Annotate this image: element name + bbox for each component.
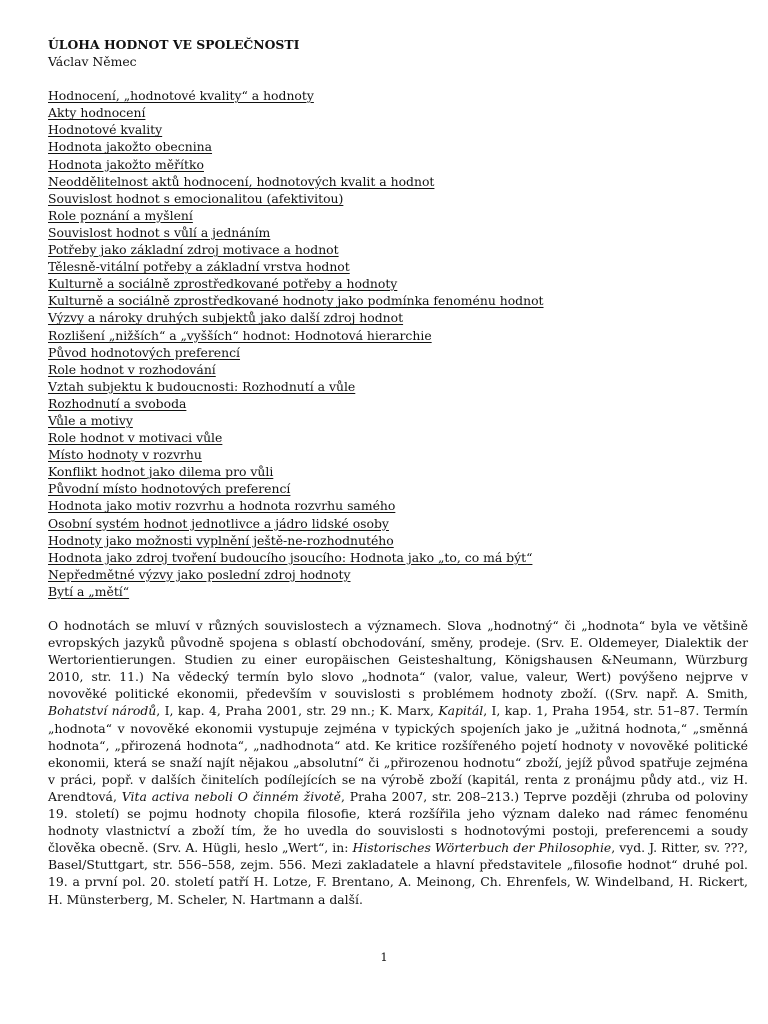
toc-item [48, 207, 748, 224]
toc-item [48, 583, 748, 600]
toc-item [48, 412, 748, 429]
toc-item [48, 532, 748, 549]
toc-item [48, 173, 748, 190]
toc-link[interactable]: Souvislost hodnot s emocionalitou (afektivitou) [48, 190, 344, 206]
text-run: , Praha 2007, str. 208–213.) Teprve později (zhruba od poloviny 19. století) se pojmu hodnoty chopila filosofie, která rozšířila jeho význam daleko nad rámec fenoménu hodnoty vlastnictví a zboží tím, že ho uvedla do souvislosti s hodnotovými postoji, preferencemi a soudy člověka obecně. (Srv. A. Hügli, heslo „Wert“, in: [48, 788, 748, 856]
text-run: O hodnotách se mluví v různých souvislostech a významech. Slova „hodnotný“ či „hodnota“ byla ve většině evropských jazyků původně spojena s oblastí obchodování, směny, prodeje. (Srv. E. Oldemeyer, Dialektik der Wertorientierungen. Studien zu einer europäischen Geisteshaltung, Königshausen &Neumann, Würzburg 2010, str. 11.) Na vědecký termín bylo slovo „hodnota“ (valor, value, valeur, Wert) povýšeno nejprve v novověké politické ekonomii, především v souvislosti s problémem hodnoty zboží. ((Srv. např. A. Smith, [48, 618, 748, 702]
toc-item [48, 292, 748, 309]
toc-item [48, 395, 748, 412]
document-title: ÚLOHA HODNOT VE SPOLEČNOSTI [48, 37, 300, 52]
toc-link[interactable]: Akty hodnocení [48, 105, 146, 121]
toc-link[interactable]: Konflikt hodnot jako dilema pro vůli [48, 464, 274, 480]
toc-link[interactable]: Hodnota jakožto obecnina [48, 139, 213, 155]
italic-title: Historisches Wörterbuch der Philosophie [352, 840, 612, 856]
toc-link[interactable]: Rozhodnutí a svoboda [48, 395, 187, 411]
toc-link[interactable]: Nepředmětné výzvy jako poslední zdroj hodnoty [48, 566, 351, 582]
document-author: Václav Němec [48, 54, 137, 70]
toc-link[interactable]: Neoddělitelnost aktů hodnocení, hodnotových kvalit a hodnot [48, 173, 435, 189]
toc-link[interactable]: Vůle a motivy [48, 412, 133, 428]
toc-link[interactable]: Vztah subjektu k budoucnosti: Rozhodnutí a vůle [48, 378, 356, 394]
toc-item [48, 156, 748, 173]
toc-link[interactable]: Hodnotové kvality [48, 122, 163, 138]
toc-link[interactable]: Role hodnot v rozhodování [48, 361, 216, 377]
toc-item [48, 87, 748, 104]
toc-link[interactable]: Hodnota jako motiv rozvrhu a hodnota rozvrhu samého [48, 498, 396, 514]
toc-link[interactable]: Hodnota jakožto měřítko [48, 156, 204, 172]
toc-item [48, 138, 748, 155]
text-run: , I, kap. 1, Praha 1954, str. 51–87. Termín „hodnota“ v novověké ekonomii vystupuje zejména v typických spojeních jako je „užitná hodnota,“ „směnná hodnota“, „přirozená hodnota“, „nadhodnota“ atd. Ke kritice rozšířeného pojetí hodnoty v novověké politické ekonomii, která se snaží najít nějakou „absolutní“ či „přirozenou hodnotu“ zboží, jejíž původ spatřuje zejména v práci, popř. v dalších činitelích podílejících se na výrobě zboží (kapitál, renta z pronájmu půdy atd., viz H. Arendtová, [48, 703, 748, 804]
toc-link[interactable]: Bytí a „mětí“ [48, 583, 130, 599]
toc-item [48, 463, 748, 480]
italic-title: Bohatství národů [48, 703, 157, 719]
toc-item [48, 429, 748, 446]
toc-link[interactable]: Kulturně a sociálně zprostředkované hodnoty jako podmínka fenoménu hodnot [48, 293, 544, 309]
toc-item [48, 480, 748, 497]
toc-link[interactable]: Hodnota jako zdroj tvoření budoucího jsoucího: Hodnota jako „to, co má být“ [48, 549, 533, 565]
toc-item [48, 515, 748, 532]
toc-item [48, 121, 748, 138]
toc-link[interactable]: Potřeby jako základní zdroj motivace a hodnot [48, 242, 339, 258]
toc-item [48, 241, 748, 258]
toc-item [48, 497, 748, 514]
toc-item [48, 549, 748, 566]
toc-item [48, 275, 748, 292]
toc-link[interactable]: Původní místo hodnotových preferencí [48, 481, 291, 497]
toc-item [48, 566, 748, 583]
toc-link[interactable]: Role hodnot v motivaci vůle [48, 430, 223, 446]
toc-link[interactable]: Kulturně a sociálně zprostředkované potřeby a hodnoty [48, 276, 398, 292]
toc-link[interactable]: Výzvy a nároky druhých subjektů jako další zdroj hodnot [48, 310, 404, 326]
toc-item [48, 378, 748, 395]
text-run: , I, kap. 4, Praha 2001, str. 29 nn.; K. Marx, [156, 703, 439, 719]
toc-item [48, 446, 748, 463]
toc-link[interactable]: Osobní systém hodnot jednotlivce a jádro lidské osoby [48, 515, 389, 531]
page-number: 1 [380, 950, 388, 964]
toc-link[interactable]: Rozlišení „nižších“ a „vyšších“ hodnot: Hodnotová hierarchie [48, 327, 432, 343]
toc-link[interactable]: Tělesně-vitální potřeby a základní vrstva hodnot [48, 259, 350, 275]
toc-link[interactable]: Původ hodnotových preferencí [48, 344, 241, 360]
toc-item [48, 344, 748, 361]
toc-item [48, 104, 748, 121]
body-paragraph [48, 617, 748, 908]
toc-item [48, 361, 748, 378]
toc-link[interactable]: Místo hodnoty v rozvrhu [48, 447, 202, 463]
toc-item [48, 190, 748, 207]
document-page [48, 36, 748, 908]
toc-link[interactable]: Souvislost hodnot s vůlí a jednáním [48, 224, 271, 240]
table-of-contents [48, 87, 748, 600]
toc-link[interactable]: Hodnoty jako možnosti vyplnění ještě-ne-rozhodnutého [48, 532, 394, 548]
toc-item [48, 309, 748, 326]
italic-title: Vita activa neboli O činném životě [121, 788, 341, 804]
toc-item [48, 224, 748, 241]
toc-link[interactable]: Hodnocení, „hodnotové kvality“ a hodnoty [48, 88, 314, 104]
toc-item [48, 258, 748, 275]
toc-item [48, 327, 748, 344]
toc-link[interactable]: Role poznání a myšlení [48, 207, 193, 223]
text-run: , vyd. J. Ritter, sv. ???, Basel/Stuttgart, str. 556–558, zejm. 556. Mezi zakladatele a hlavní představitele „filosofie hodnot“ druhé pol. 19. a první pol. 20. století patří H. Lotze, F. Brentano, A. Meinong, Ch. Ehrenfels, W. Windelband, H. Rickert, H. Münsterberg, M. Scheler, N. Hartmann a další. [48, 840, 748, 907]
italic-title: Kapitál [438, 703, 484, 719]
